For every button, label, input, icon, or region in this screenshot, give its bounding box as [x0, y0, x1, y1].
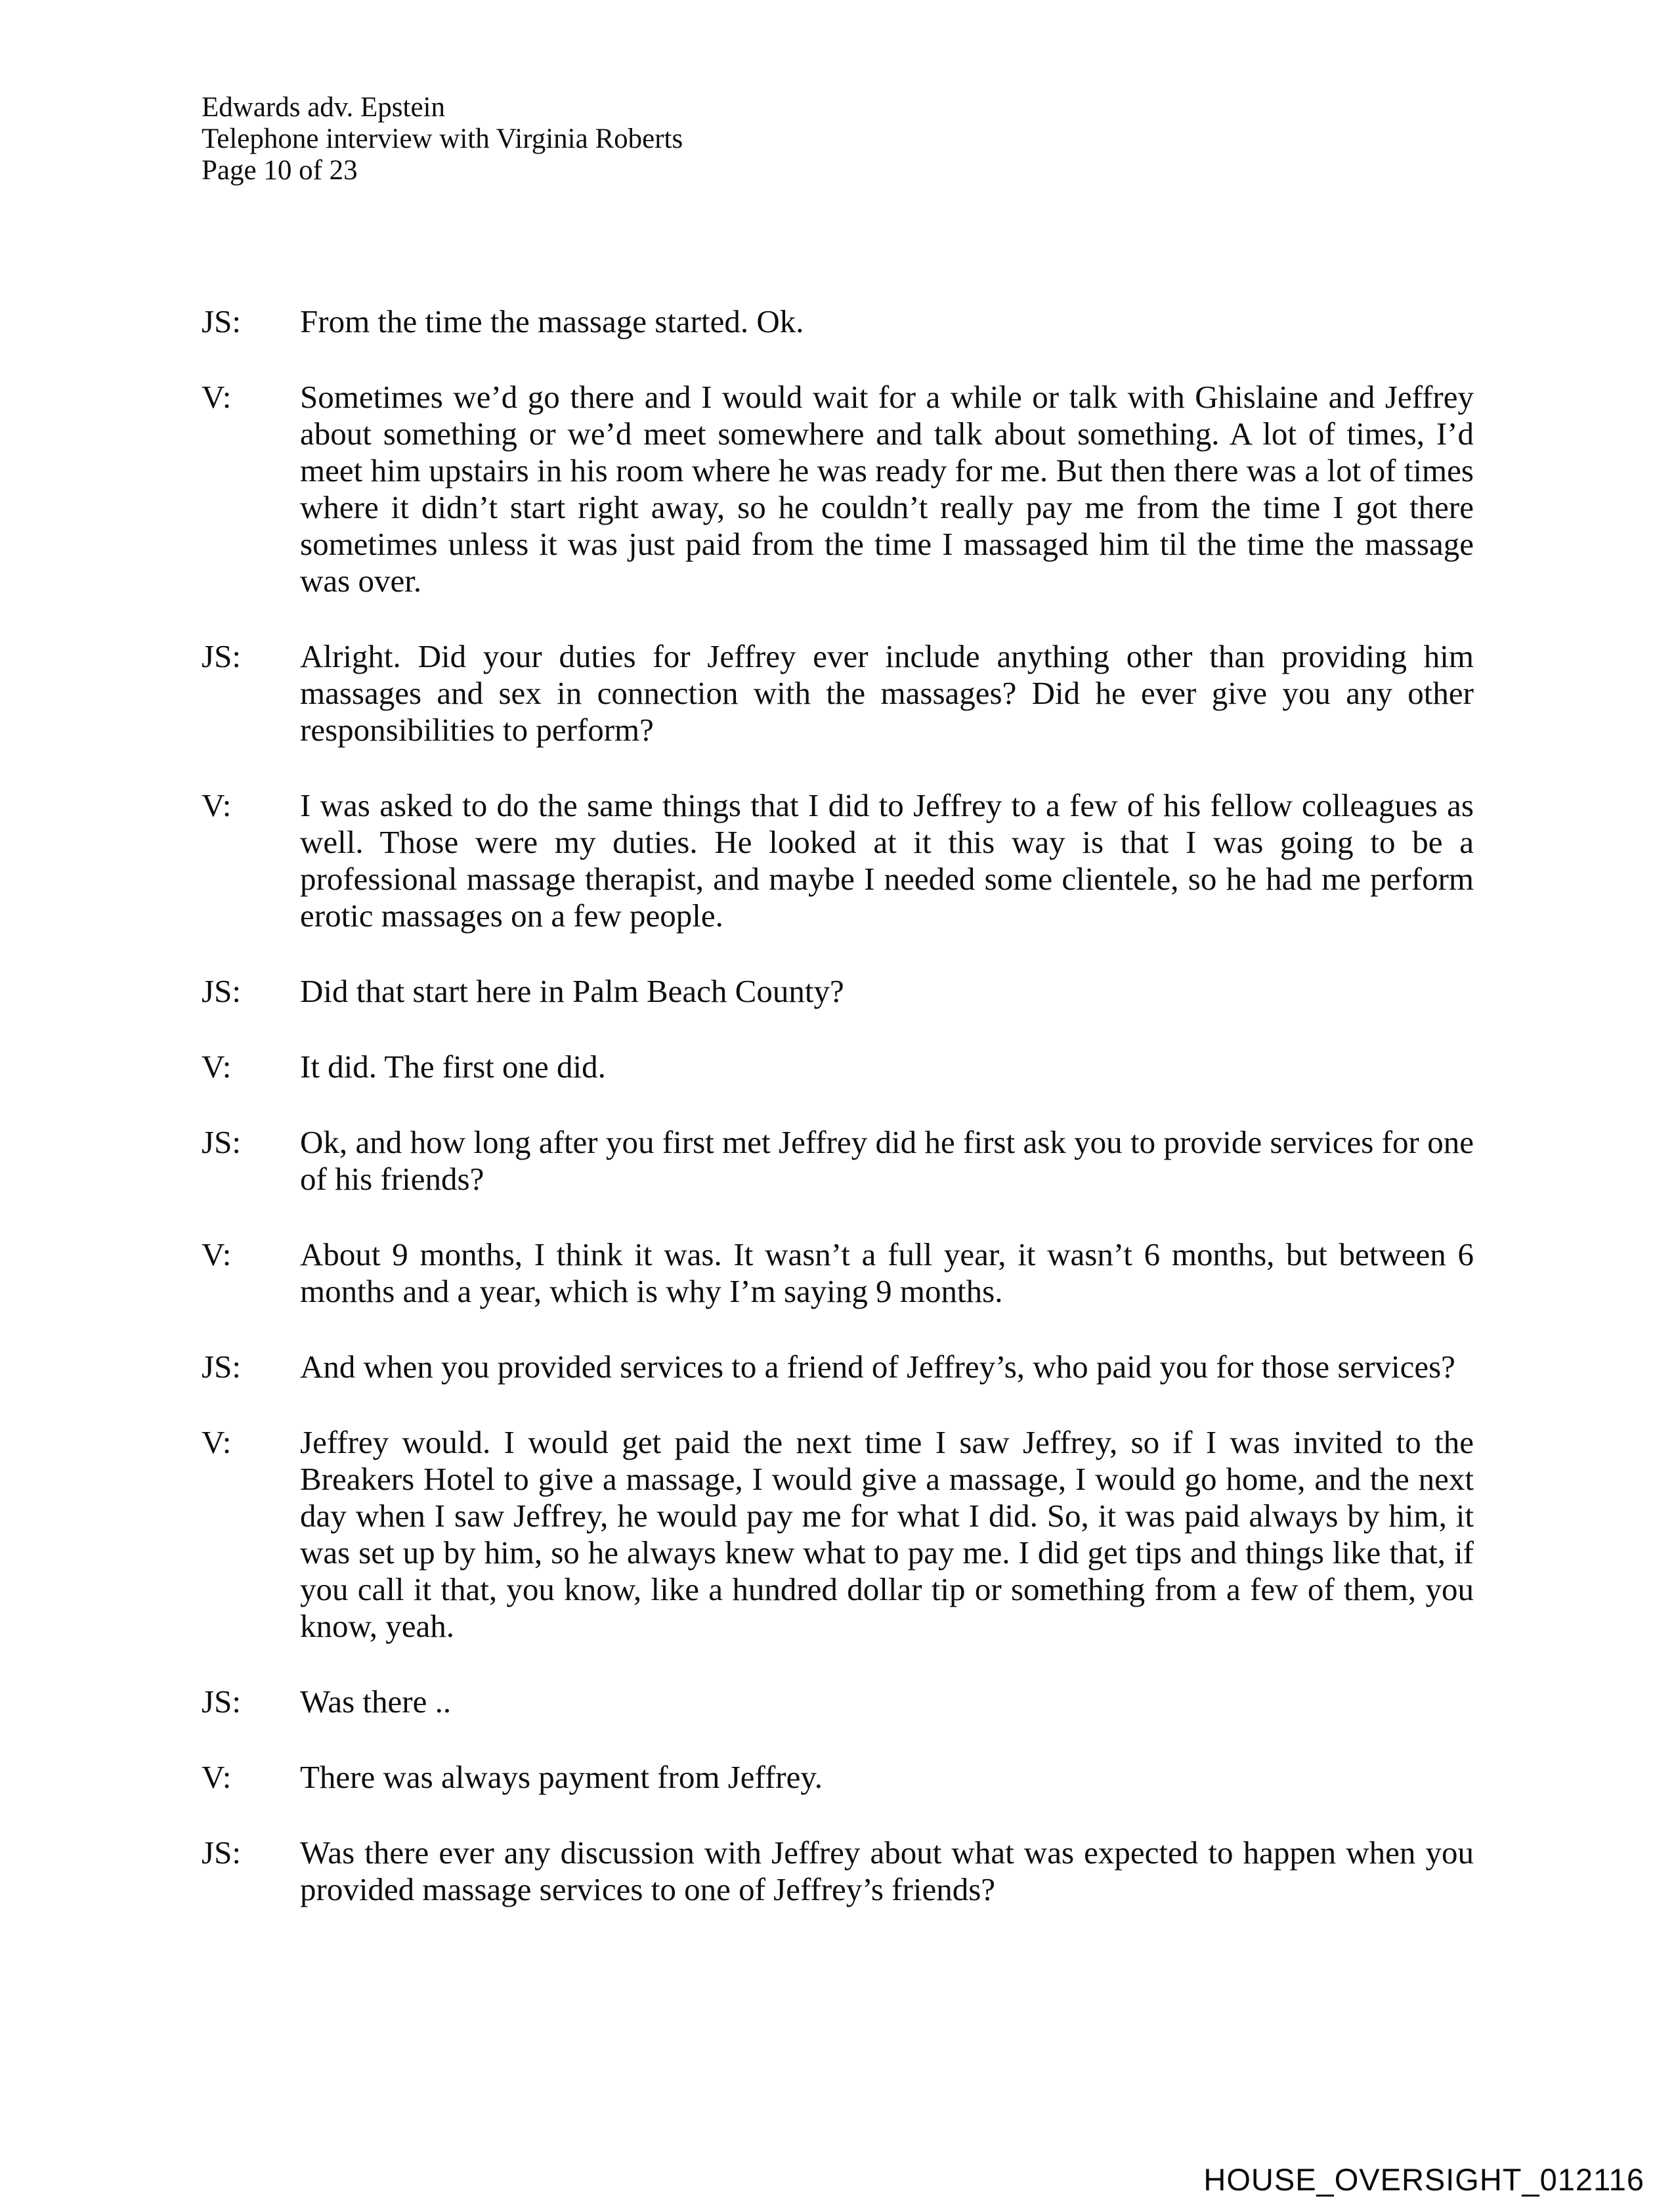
- speaker-label: JS:: [202, 303, 241, 339]
- transcript-entry: [202, 973, 1474, 1010]
- transcript-body: [202, 303, 1474, 1947]
- speaker-statement: Was there ..: [300, 1683, 452, 1720]
- speaker-statement: Alright. Did your duties for Jeffrey ever include anything other than providing him massages and sex in connection with the massages? Did he ever give you any other responsibilities to perform?: [300, 638, 1474, 748]
- transcript-entry: [202, 1349, 1474, 1385]
- header-subtitle: Telephone interview with Virginia Roberts: [202, 123, 683, 154]
- transcript-entry: [202, 787, 1474, 934]
- transcript-entry: [202, 1683, 1474, 1720]
- speaker-statement: There was always payment from Jeffrey.: [300, 1759, 823, 1795]
- header-page-number: Page 10 of 23: [202, 155, 358, 186]
- speaker-label: JS:: [202, 1683, 241, 1720]
- speaker-statement: Sometimes we’d go there and I would wait for a while or talk with Ghislaine and Jeffrey about something or we’d meet somewhere and talk about something. A lot of times, I’d meet him upstairs in his room where he was ready for me. But then there was a lot of times where it didn’t start right away, so he couldn’t really pay me from the time I got there sometimes unless it was just paid from the time I massaged him til the time the massage was over.: [300, 379, 1474, 599]
- speaker-statement: I was asked to do the same things that I did to Jeffrey to a few of his fellow colleagues as well. Those were my duties. He looked at it this way is that I was going to be a professional massage therapist, and maybe I needed some clientele, so he had me perform erotic massages on a few people.: [300, 787, 1474, 934]
- transcript-entry: [202, 1834, 1474, 1908]
- speaker-statement: It did. The first one did.: [300, 1049, 606, 1085]
- speaker-label: JS:: [202, 638, 241, 674]
- speaker-label: V:: [202, 1759, 232, 1795]
- transcript-entry: [202, 303, 1474, 340]
- speaker-label: V:: [202, 1049, 232, 1085]
- speaker-statement: Jeffrey would. I would get paid the next time I saw Jeffrey, so if I was invited to the Breakers Hotel to give a massage, I would give a massage, I would go home, and the next day when I saw Jeffrey, he would pay me for what I did. So, it was paid always by him, it was set up by him, so he always knew what to pay me. I did get tips and things like that, if you call it that, you know, like a hundred dollar tip or something from a few of them, you know, yeah.: [300, 1424, 1474, 1644]
- speaker-label: JS:: [202, 973, 241, 1009]
- transcript-entry: [202, 1049, 1474, 1085]
- speaker-statement: From the time the massage started. Ok.: [300, 303, 804, 339]
- speaker-statement: Did that start here in Palm Beach County?: [300, 973, 844, 1009]
- bates-number: HOUSE_OVERSIGHT_012116: [1203, 2162, 1644, 2197]
- header-case-title: Edwards adv. Epstein: [202, 92, 445, 123]
- speaker-statement: And when you provided services to a friend of Jeffrey’s, who paid you for those services?: [300, 1349, 1455, 1385]
- speaker-label: JS:: [202, 1834, 241, 1871]
- transcript-entry: [202, 379, 1474, 599]
- speaker-label: JS:: [202, 1124, 241, 1160]
- speaker-statement: About 9 months, I think it was. It wasn’t a full year, it wasn’t 6 months, but between 6 months and a year, which is why I’m saying 9 months.: [300, 1236, 1474, 1309]
- transcript-entry: [202, 1236, 1474, 1310]
- speaker-label: V:: [202, 1424, 232, 1460]
- document-header: [202, 92, 683, 186]
- speaker-statement: Was there ever any discussion with Jeffrey about what was expected to happen when you provided massage services to one of Jeffrey’s friends?: [300, 1834, 1474, 1907]
- speaker-statement: Ok, and how long after you first met Jeffrey did he first ask you to provide services for one of his friends?: [300, 1124, 1474, 1197]
- speaker-label: JS:: [202, 1349, 241, 1385]
- transcript-entry: [202, 638, 1474, 748]
- speaker-label: V:: [202, 1236, 232, 1272]
- transcript-entry: [202, 1759, 1474, 1796]
- speaker-label: V:: [202, 379, 232, 415]
- speaker-label: V:: [202, 787, 232, 823]
- transcript-entry: [202, 1424, 1474, 1645]
- transcript-entry: [202, 1124, 1474, 1198]
